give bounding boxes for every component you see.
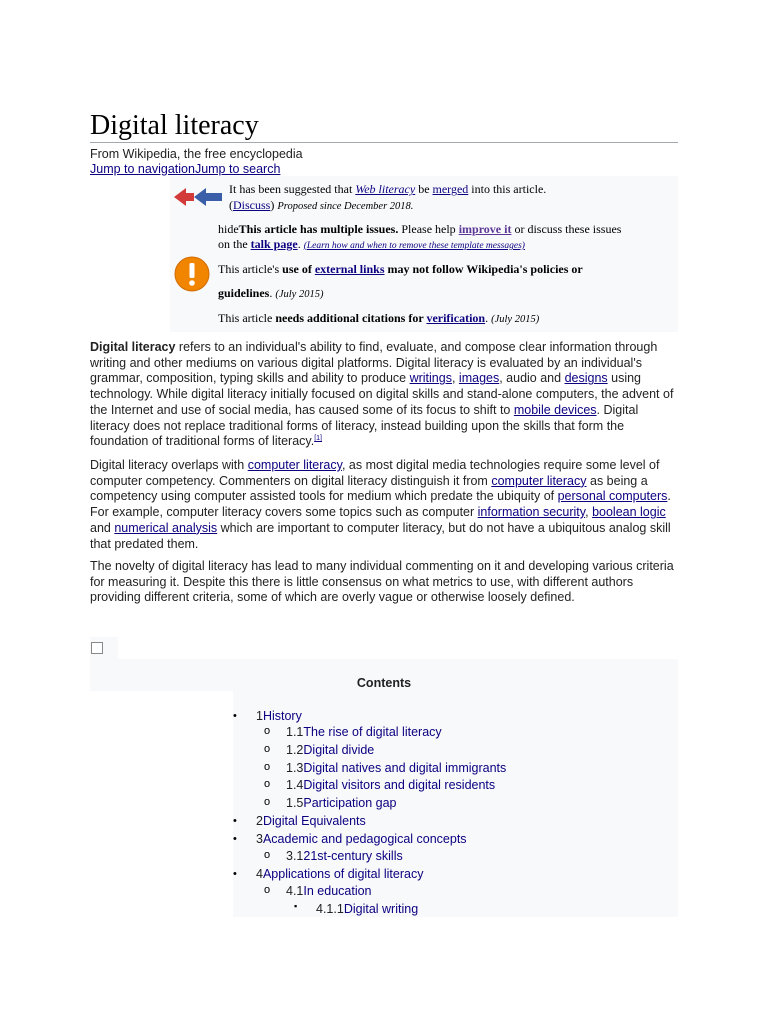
merged-link[interactable]: merged — [432, 182, 469, 196]
discuss-link[interactable]: Discuss — [233, 198, 271, 212]
toc-item-digital-writing[interactable]: 4.1.1Digital writing — [316, 902, 419, 916]
toc-bullet: o — [264, 849, 271, 861]
toc-bullet: • — [233, 833, 237, 845]
guidelines-line: guidelines. (July 2015) — [218, 286, 324, 300]
mobile-devices-link[interactable]: mobile devices — [513, 402, 597, 417]
overlap-paragraph: Digital literacy overlaps with computer literacy, as most digital media technologies require some level of computer competency. Commenters on digital literacy distinguish it from computer literacy as being a competency using computer assisted tools for medium which predate the ubiquity of personal computers. For example, computer literacy covers some topics such as computer information security, boolean logic and numerical analysis which are important to computer literacy, but do not have a ubiquitous analog skill that predated them. — [90, 458, 671, 551]
computer-literacy-link[interactable]: computer literacy — [247, 458, 342, 472]
jump-links — [90, 162, 280, 176]
toc-item-history[interactable]: 1History — [256, 709, 302, 723]
improve-it-link[interactable]: improve it — [458, 222, 512, 236]
information-security-link[interactable]: information security — [477, 505, 586, 520]
external-links-notice: This article's use of external links may not follow Wikipedia's policies or — [218, 262, 583, 276]
page-title: Digital literacy — [90, 110, 259, 141]
title-divider — [90, 142, 678, 143]
toc-bullet: • — [233, 868, 237, 880]
learn-how-link[interactable]: (Learn how and when to remove these template messages) — [303, 241, 525, 251]
hide-toggle[interactable]: hide — [218, 222, 239, 236]
warning-icon — [173, 255, 211, 293]
toc-toggle-checkbox[interactable] — [91, 642, 103, 654]
toc-bullet: • — [233, 815, 237, 827]
toc-bullet: o — [264, 743, 271, 755]
toc-item-participation[interactable]: 1.5Participation gap — [286, 796, 397, 810]
toc-item-applications[interactable]: 4Applications of digital literacy — [256, 867, 424, 881]
toc-bullet: o — [264, 761, 271, 773]
toc-item-education[interactable]: 4.1In education — [286, 884, 372, 898]
toc-item-academic[interactable]: 3Academic and pedagogical concepts — [256, 832, 467, 846]
personal-computers-link[interactable]: personal computers — [557, 489, 668, 504]
toc-item-visitors[interactable]: 1.4Digital visitors and digital residents — [286, 778, 496, 792]
web-literacy-link[interactable]: Web literacy — [355, 182, 416, 196]
jump-to-search-link[interactable]: Jump to search — [194, 162, 281, 176]
multiple-issues-line: hideThis article has multiple issues. Please help improve it or discuss these issues — [218, 222, 622, 236]
tagline: From Wikipedia, the free encyclopedia — [90, 147, 303, 161]
numerical-analysis-link[interactable]: numerical analysis — [114, 520, 218, 535]
verification-link[interactable]: verification — [426, 311, 486, 325]
talk-page-link[interactable]: talk page — [250, 237, 298, 251]
images-link[interactable]: images — [458, 371, 500, 386]
toc-bullet: o — [264, 778, 271, 790]
toc-bullet: o — [264, 884, 271, 896]
designs-link[interactable]: designs — [564, 371, 608, 386]
jump-to-navigation-link[interactable]: Jump to navigation — [90, 162, 195, 176]
merge-notice: It has been suggested that Web literacy be merged into this article. — [229, 182, 547, 196]
reference-1[interactable]: [1] — [314, 435, 322, 443]
article-message-box — [170, 176, 678, 332]
external-links-link[interactable]: external links — [314, 262, 385, 276]
computer-literacy-link-2[interactable]: computer literacy — [491, 473, 587, 488]
intro-paragraph: Digital literacy refers to an individual's ability to find, evaluate, and compose clear information through writing and other mediums on various digital platforms. Digital literacy is evaluated by an individual's grammar, composition, typing skills and ability to produce writings, images, audio and designs using technology. While digital literacy initially focused on digital skills and stand-alone computers, the advent of the Internet and use of social media, has caused some of its focus to shift to mobile devices. Digital literacy does not replace traditional forms of literacy, instead building upon the skills that form the foundation of traditional forms of literacy.[1] — [90, 340, 674, 449]
merge-arrows-icon — [172, 185, 224, 209]
merge-discuss-line: (Discuss) Proposed since December 2018. — [229, 198, 414, 212]
writings-link[interactable]: writings — [409, 371, 452, 386]
toc-title: Contents — [356, 676, 412, 690]
citations-notice: This article needs additional citations for verification. (July 2015) — [218, 311, 540, 325]
boolean-logic-link[interactable]: boolean logic — [592, 505, 666, 520]
toc-item-natives[interactable]: 1.3Digital natives and digital immigrants — [286, 761, 507, 775]
toc-item-rise[interactable]: 1.1The rise of digital literacy — [286, 725, 442, 739]
talk-page-line: on the talk page. (Learn how and when to remove these template messages) — [218, 237, 525, 251]
toc-bullet: o — [264, 796, 271, 808]
toc-item-divide[interactable]: 1.2Digital divide — [286, 743, 375, 757]
novelty-paragraph: The novelty of digital literacy has lead to many individual commenting on it and developing various criteria for measuring it. Despite this there is little consensus on what metrics to use, with different authors providing different criteria, some of which are overly vague or otherwise loosely defined. — [90, 559, 674, 605]
toc-item-21st-century[interactable]: 3.121st-century skills — [286, 849, 403, 863]
toc-item-equivalents[interactable]: 2Digital Equivalents — [256, 814, 366, 828]
toc-bullet: ▪ — [294, 901, 298, 911]
toc-bullet: o — [264, 725, 271, 737]
toc-header — [90, 659, 678, 691]
toc-bullet: • — [233, 710, 237, 722]
